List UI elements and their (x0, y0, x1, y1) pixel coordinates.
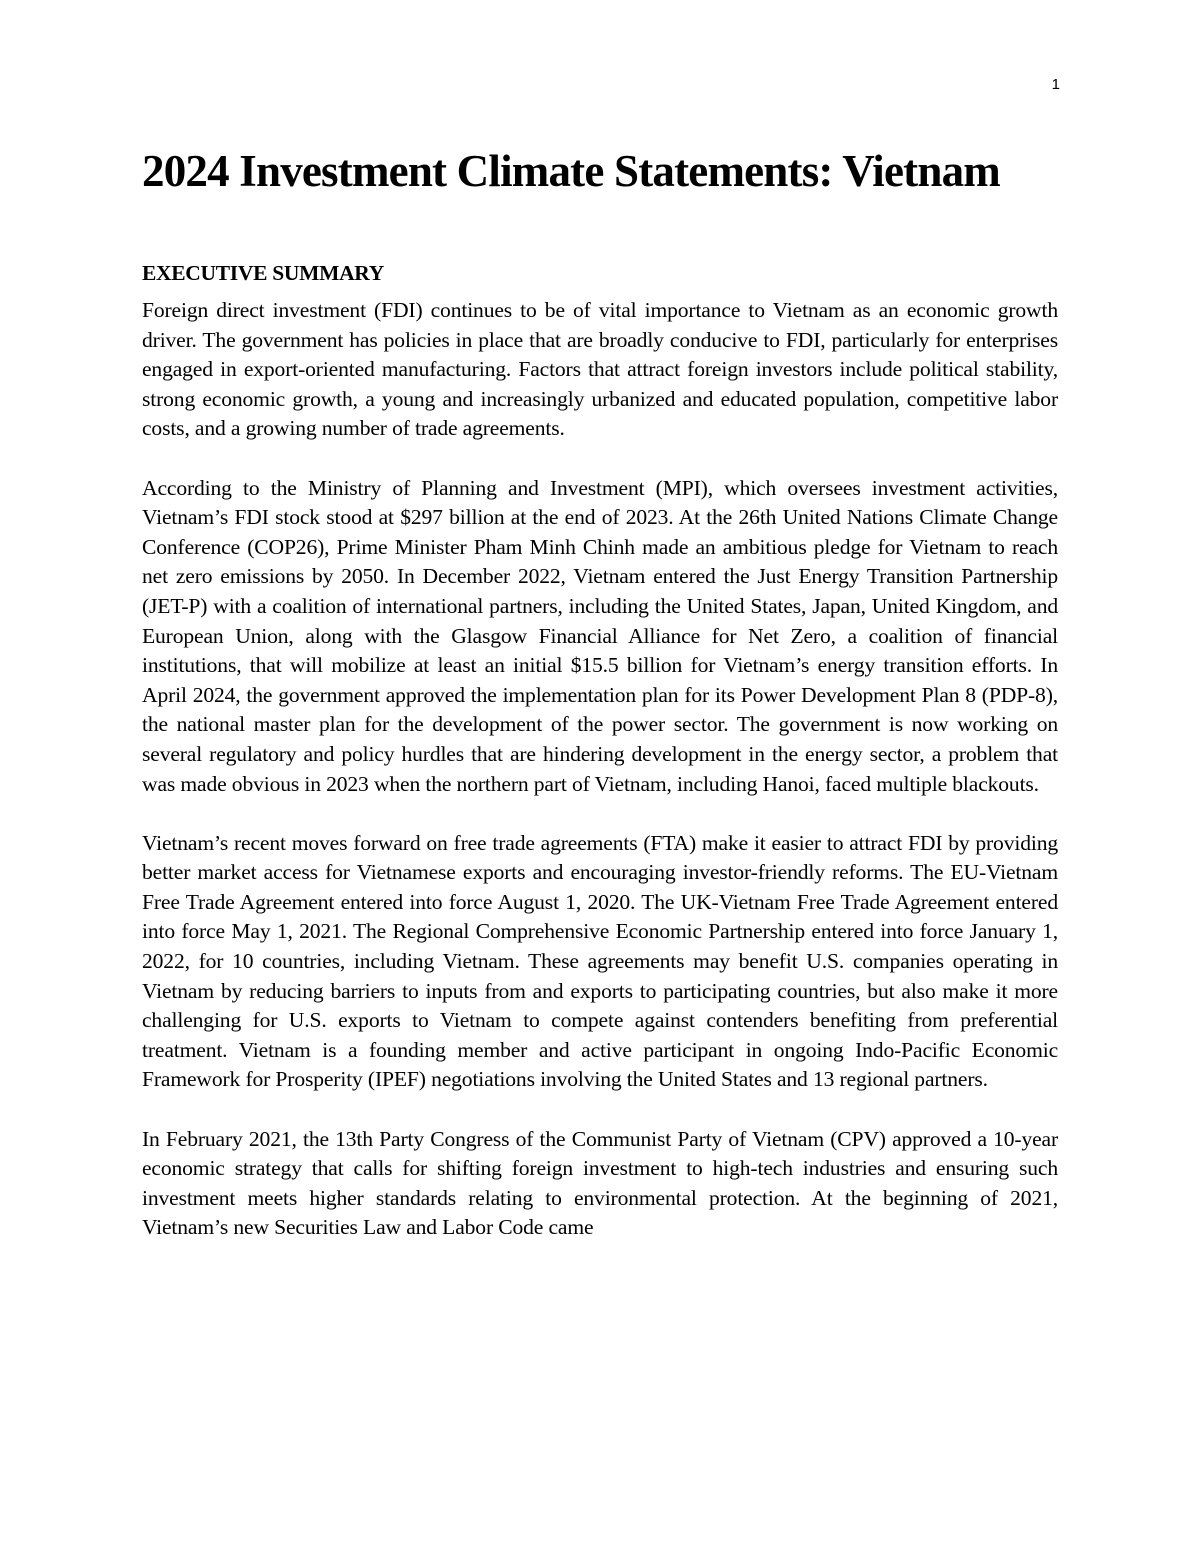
section-heading-executive-summary: EXECUTIVE SUMMARY (142, 261, 385, 285)
paragraph-party-congress-strategy: In February 2021, the 13th Party Congress of the Communist Party of Vietnam (CPV) approved a 10-year economic strategy that calls for shifting foreign investment to high-tech industries and ensuring such investment meets higher standards relating to environmental protection. At the beginning of 2021, Vietnam’s new Securities Law and Labor Code came (142, 1126, 1058, 1240)
paragraph-free-trade-agreements: Vietnam’s recent moves forward on free trade agreements (FTA) make it easier to attract FDI by providing better market access for Vietnamese exports and encouraging investor-friendly reforms. The EU-Vietnam Free Trade Agreement entered into force August 1, 2020. The UK-Vietnam Free Trade Agreement entered into force May 1, 2021. The Regional Comprehensive Economic Partnership entered into force January 1, 2022, for 10 countries, including Vietnam. These agreements may benefit U.S. companies operating in Vietnam by reducing barriers to inputs from and exports to participating countries, but also make it more challenging for U.S. exports to Vietnam to compete against contenders benefiting from preferential treatment. Vietnam is a founding member and active participant in ongoing Indo-Pacific Economic Framework for Prosperity (IPEF) negotiations involving the United States and 13 regional partners. (142, 830, 1058, 1092)
document-title: 2024 Investment Climate Statements: Vietnam (142, 146, 1000, 196)
document-body (142, 140, 1058, 1243)
paragraph-fdi-stock-energy: According to the Ministry of Planning and Investment (MPI), which oversees investment activities, Vietnam’s FDI stock stood at $297 billion at the end of 2023. At the 26th United Nations Climate Change Conference (COP26), Prime Minister Pham Minh Chinh made an ambitious pledge for Vietnam to reach net zero emissions by 2050. In December 2022, Vietnam entered the Just Energy Transition Partnership (JET-P) with a coalition of international partners, including the United States, Japan, United Kingdom, and European Union, along with the Glasgow Financial Alliance for Net Zero, a coalition of financial institutions, that will mobilize at least an initial $15.5 billion for Vietnam’s energy transition efforts. In April 2024, the government approved the implementation plan for its Power Development Plan 8 (PDP-8), the national master plan for the development of the power sector. The government is now working on several regulatory and policy hurdles that are hindering development in the energy sector, a problem that was made obvious in 2023 when the northern part of Vietnam, including Hanoi, faced multiple blackouts. (142, 475, 1058, 796)
page-number: 1 (1051, 76, 1060, 93)
paragraph-fdi-importance: Foreign direct investment (FDI) continues to be of vital importance to Vietnam as an economic growth driver. The government has policies in place that are broadly conducive to FDI, particularly for enterprises engaged in export-oriented manufacturing. Factors that attract foreign investors include political stability, strong economic growth, a young and increasingly urbanized and educated population, competitive labor costs, and a growing number of trade agreements. (142, 298, 1058, 441)
